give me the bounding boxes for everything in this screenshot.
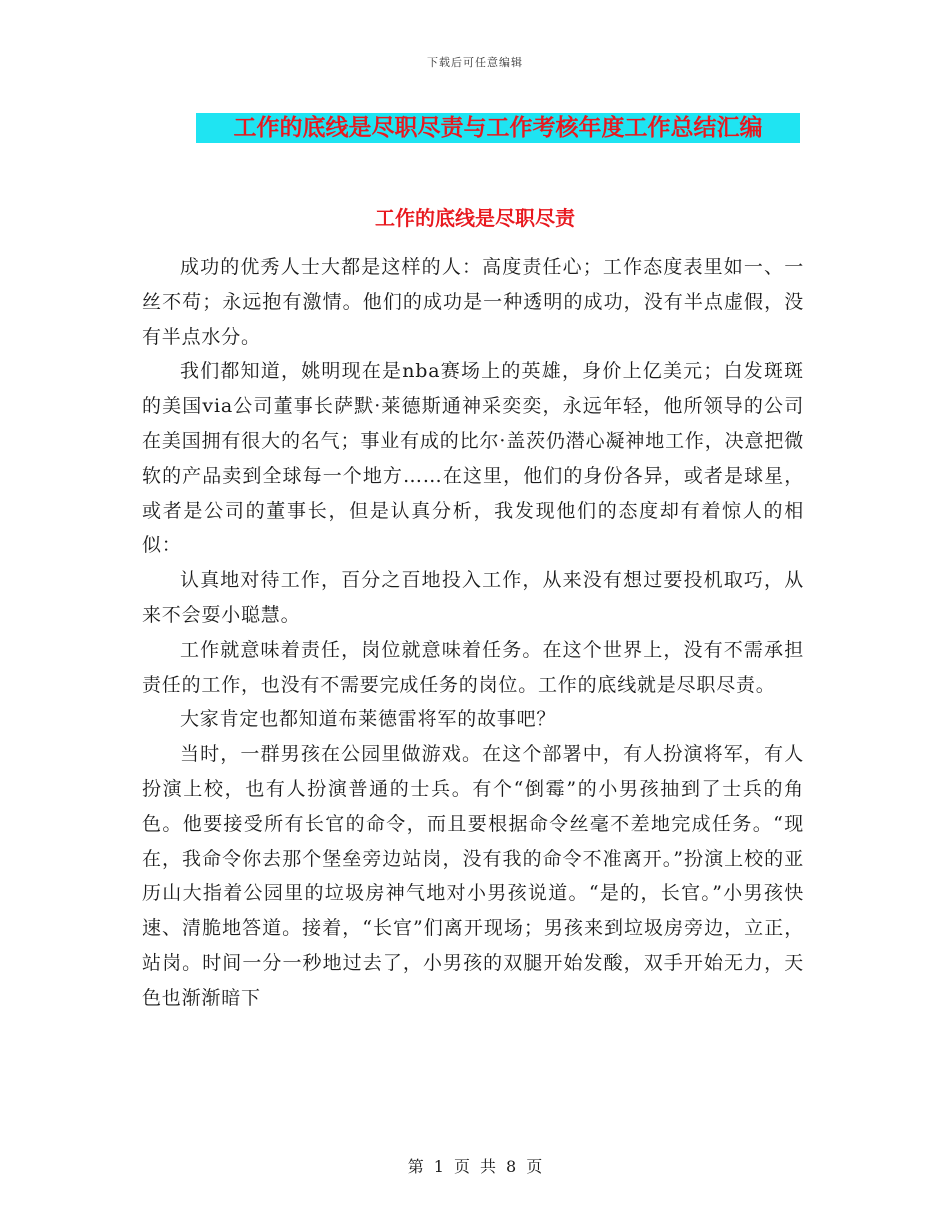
footer-page-number: 1 <box>433 1157 444 1176</box>
header-note: 下载后可任意编辑 <box>427 56 523 69</box>
section-title: 工作的底线是尽职尽责 <box>375 206 575 230</box>
footer-prefix: 第 <box>407 1157 424 1176</box>
footer-total-pages: 8 <box>506 1157 517 1176</box>
paragraph: 工作就意味着责任，岗位就意味着任务。在这个世界上，没有不需承担责任的工作，也没有不需要完成任务的岗位。工作的底线就是尽职尽责。 <box>142 638 804 696</box>
footer-total-label: 共 <box>480 1157 497 1176</box>
paragraph: 当时，一群男孩在公园里做游戏。在这个部署中，有人扮演将军，有人扮演上校，也有人扮演普通的士兵。有个“倒霉”的小男孩抽到了士兵的角色。他要接受所有长官的命令，而且要根据命令丝毫不差地完成任务。“现在，我命令你去那个堡垒旁边站岗，没有我的命令不准离开。”扮演上校的亚历山大指着公园里的垃圾房神气地对小男孩说道。“是的，长官。”小男孩快速、清脆地答道。接着，“长官”们离开现场；男孩来到垃圾房旁边，立正，站岗。时间一分一秒地过去了，小男孩的双腿开始发酸，双手开始无力，天色也渐渐暗下 <box>142 743 804 1009</box>
paragraph: 认真地对待工作，百分之百地投入工作，从来没有想过要投机取巧，从来不会耍小聪慧。 <box>142 569 804 626</box>
page-footer <box>0 1154 950 1177</box>
paragraph: 成功的优秀人士大都是这样的人：高度责任心；工作态度表里如一、一丝不苟；永远抱有激情。他们的成功是一种透明的成功，没有半点虚假，没有半点水分。 <box>142 256 804 348</box>
footer-suffix: 页 <box>526 1157 543 1176</box>
document-title: 工作的底线是尽职尽责与工作考核年度工作总结汇编 <box>196 113 800 143</box>
paragraph: 我们都知道，姚明现在是nba赛场上的英雄，身价上亿美元；白发斑斑的美国via公司董事长萨默·莱德斯通神采奕奕，永远年轻，他所领导的公司在美国拥有很大的名气；事业有成的比尔·盖茨仍潜心凝神地工作，决意把微软的产品卖到全球每一个地方……在这里，他们的身份各异，或者是球星，或者是公司的董事长，但是认真分析，我发现他们的态度却有着惊人的相似： <box>142 360 804 557</box>
footer-page-label: 页 <box>453 1157 470 1176</box>
document-body <box>142 250 804 1016</box>
paragraph: 大家肯定也都知道布莱德雷将军的故事吧？ <box>180 708 557 731</box>
